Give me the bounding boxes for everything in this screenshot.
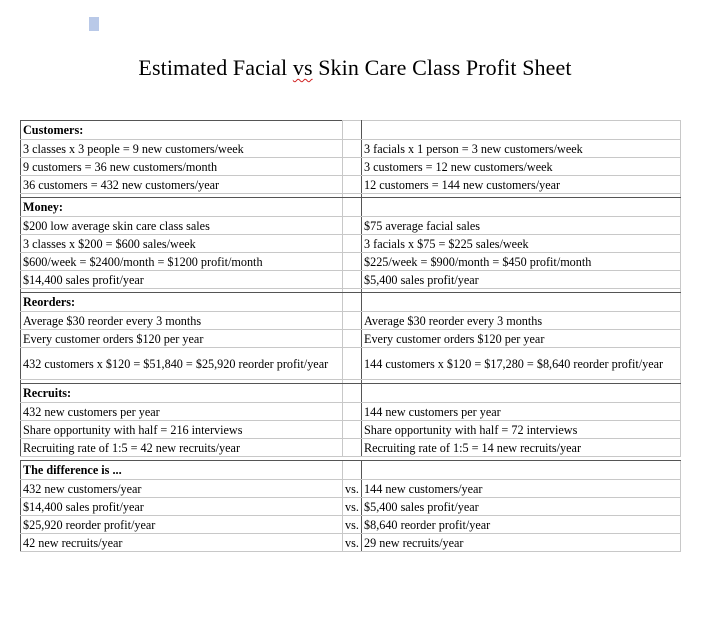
left-cell: 3 classes x 3 people = 9 new customers/week: [21, 140, 343, 158]
left-cell: Share opportunity with half = 216 interviews: [21, 421, 343, 439]
right-cell: Average $30 reorder every 3 months: [362, 312, 681, 330]
vs-cell: vs.: [343, 498, 362, 516]
table-row: [21, 312, 681, 330]
right-cell: Recruiting rate of 1:5 = 14 new recruits/year: [362, 439, 681, 457]
left-cell: 9 customers = 36 new customers/month: [21, 158, 343, 176]
table-row: [21, 330, 681, 348]
section-header-difference: [21, 461, 681, 480]
table-row: [21, 348, 681, 380]
right-cell: $75 average facial sales: [362, 217, 681, 235]
table-row: [21, 217, 681, 235]
profit-sheet-table: [20, 120, 681, 552]
section-header-reorders: [21, 293, 681, 312]
table-row: [21, 498, 681, 516]
table-row: [21, 403, 681, 421]
right-cell: 3 facials x $75 = $225 sales/week: [362, 235, 681, 253]
vs-cell: vs.: [343, 534, 362, 552]
table-row: [21, 176, 681, 194]
title-part-1: Estimated Facial: [138, 55, 293, 80]
table-row: [21, 421, 681, 439]
right-cell: 12 customers = 144 new customers/year: [362, 176, 681, 194]
left-cell: 432 new customers per year: [21, 403, 343, 421]
table-row: [21, 158, 681, 176]
right-cell: 144 new customers per year: [362, 403, 681, 421]
section-header-money: [21, 198, 681, 217]
left-cell: $200 low average skin care class sales: [21, 217, 343, 235]
table-row: [21, 516, 681, 534]
table-row: [21, 534, 681, 552]
left-cell: $14,400 sales profit/year: [21, 498, 343, 516]
left-cell: 36 customers = 432 new customers/year: [21, 176, 343, 194]
table-row: [21, 235, 681, 253]
right-cell: 3 customers = 12 new customers/week: [362, 158, 681, 176]
title-part-2: Skin Care Class Profit Sheet: [312, 55, 572, 80]
left-cell: 42 new recruits/year: [21, 534, 343, 552]
section-heading: The difference is ...: [21, 461, 343, 480]
left-cell: $25,920 reorder profit/year: [21, 516, 343, 534]
right-cell: $8,640 reorder profit/year: [362, 516, 681, 534]
right-cell: 29 new recruits/year: [362, 534, 681, 552]
page-title: [0, 54, 710, 82]
left-cell: $600/week = $2400/month = $1200 profit/month: [21, 253, 343, 271]
right-cell: Every customer orders $120 per year: [362, 330, 681, 348]
left-cell: Every customer orders $120 per year: [21, 330, 343, 348]
left-cell: Average $30 reorder every 3 months: [21, 312, 343, 330]
vs-cell: vs.: [343, 516, 362, 534]
right-cell: 144 new customers/year: [362, 480, 681, 498]
title-vs-word: vs: [292, 55, 313, 80]
right-cell: $225/week = $900/month = $450 profit/month: [362, 253, 681, 271]
section-heading: Recruits:: [21, 384, 343, 403]
table-row: [21, 140, 681, 158]
section-heading: Money:: [21, 198, 343, 217]
right-cell: 144 customers x $120 = $17,280 = $8,640 reorder profit/year: [362, 348, 681, 380]
left-cell: 432 new customers/year: [21, 480, 343, 498]
table-row: [21, 439, 681, 457]
text-cursor-marker: [89, 17, 99, 31]
table-row: [21, 253, 681, 271]
right-cell: Share opportunity with half = 72 interviews: [362, 421, 681, 439]
table-row: [21, 480, 681, 498]
right-cell: $5,400 sales profit/year: [362, 498, 681, 516]
section-heading: Customers:: [21, 121, 343, 140]
left-cell: $14,400 sales profit/year: [21, 271, 343, 289]
section-header-customers: [21, 121, 681, 140]
vs-cell: vs.: [343, 480, 362, 498]
left-cell: 432 customers x $120 = $51,840 = $25,920 reorder profit/year: [21, 348, 343, 380]
left-cell: Recruiting rate of 1:5 = 42 new recruits/year: [21, 439, 343, 457]
table-row: [21, 271, 681, 289]
section-heading: Reorders:: [21, 293, 343, 312]
section-header-recruits: [21, 384, 681, 403]
right-cell: $5,400 sales profit/year: [362, 271, 681, 289]
right-cell: 3 facials x 1 person = 3 new customers/week: [362, 140, 681, 158]
left-cell: 3 classes x $200 = $600 sales/week: [21, 235, 343, 253]
